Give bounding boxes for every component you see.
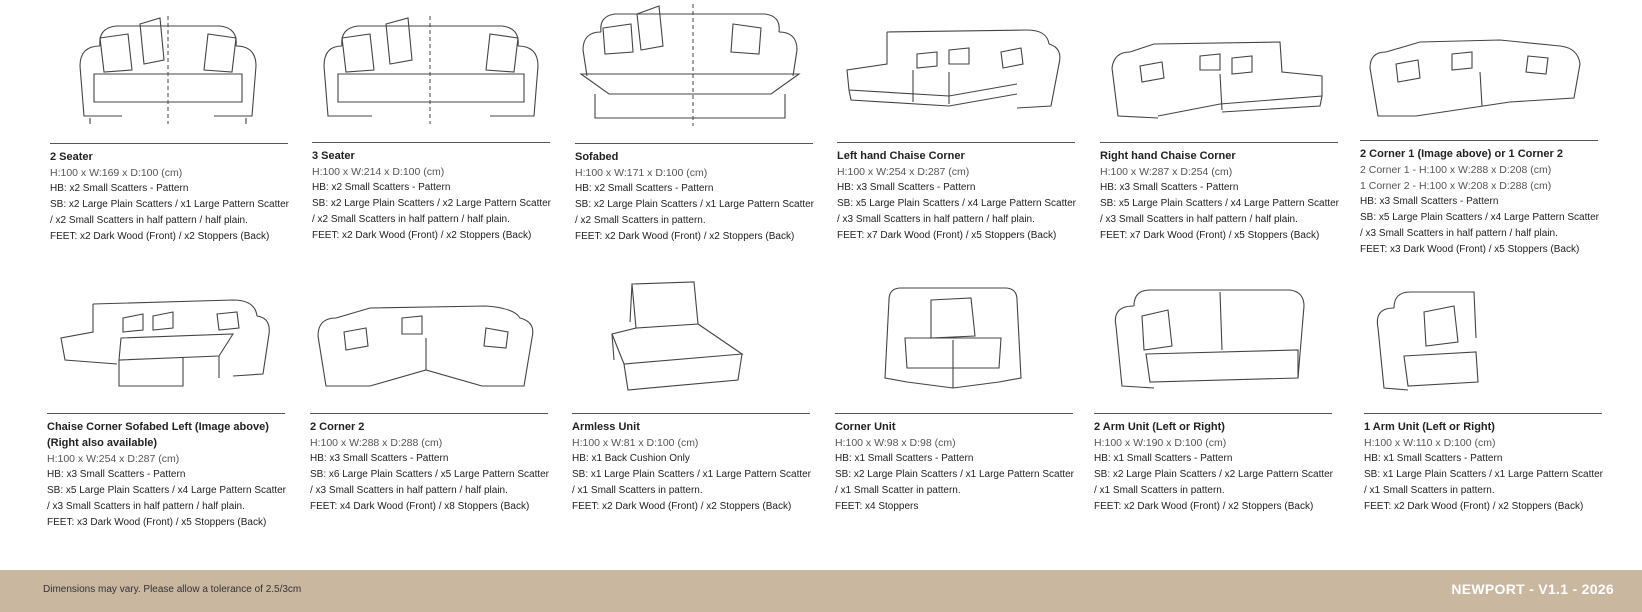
tolerance-note: Dimensions may vary. Please allow a tolerance of 2.5/3cm (43, 584, 302, 595)
sofa-3-seater-icon (312, 6, 550, 136)
left-chaise-corner-icon (837, 8, 1075, 138)
product-title: 2 Corner 2 (310, 421, 365, 433)
spec-line: SB: x6 Large Plain Scatters / x5 Large Pattern Scatter (310, 469, 550, 480)
product-dimensions: H:100 x W:110 x D:100 (cm) (1364, 437, 1496, 449)
spec-line: FEET: x2 Dark Wood (Front) / x2 Stoppers (Back) (572, 501, 792, 512)
spec-line: FEET: x2 Dark Wood (Front) / x2 Stoppers (Back) (1094, 501, 1314, 512)
spec-line: SB: x2 Large Plain Scatters / x2 Large Pattern Scatter (312, 198, 552, 209)
product-dimensions: H:100 x W:169 x D:100 (cm) (50, 167, 183, 179)
spec-line: / x1 Small Scatter in pattern. (835, 485, 961, 496)
spec-line: SB: x1 Large Plain Scatters / x1 Large Pattern Scatter (572, 469, 812, 480)
spec-line: HB: x1 Back Cushion Only (572, 453, 690, 464)
product-dimensions: H:100 x W:287 x D:254 (cm) (1100, 166, 1233, 178)
product-title: Chaise Corner Sofabed Left (Image above) (47, 421, 269, 433)
spec-line: FEET: x3 Dark Wood (Front) / x5 Stoppers (Back) (1360, 244, 1580, 255)
spec-line: HB: x3 Small Scatters - Pattern (1360, 196, 1499, 207)
footer-bar (0, 570, 1642, 612)
spec-line: HB: x3 Small Scatters - Pattern (1100, 182, 1239, 193)
spec-line: / x1 Small Scatters in pattern. (1094, 485, 1225, 496)
spec-line: / x3 Small Scatters in half pattern / half plain. (1100, 214, 1298, 225)
spec-line: FEET: x3 Dark Wood (Front) / x5 Stoppers (Back) (47, 517, 267, 528)
product-dimensions: H:100 x W:254 x D:287 (cm) (837, 166, 970, 178)
corner-2-icon (310, 278, 548, 408)
spec-line: FEET: x2 Dark Wood (Front) / x2 Stoppers (Back) (1364, 501, 1584, 512)
product-title: Right hand Chaise Corner (1100, 150, 1236, 162)
product-title: 3 Seater (312, 150, 355, 162)
spec-line: SB: x5 Large Plain Scatters / x4 Large Pattern Scatter (1100, 198, 1340, 209)
spec-line: FEET: x4 Stoppers (835, 501, 919, 512)
spec-line: SB: x5 Large Plain Scatters / x4 Large Pattern Scatter (837, 198, 1077, 209)
product-dimensions: H:100 x W:288 x D:288 (cm) (310, 437, 443, 449)
spec-line: SB: x2 Large Plain Scatters / x1 Large Pattern Scatter (50, 199, 290, 210)
1-arm-unit-icon (1364, 278, 1602, 408)
spec-line: / x3 Small Scatters in half pattern / half plain. (310, 485, 508, 496)
armless-unit-icon (572, 278, 810, 408)
spec-line: / x2 Small Scatters in half pattern / half plain. (312, 214, 510, 225)
spec-line: SB: x5 Large Plain Scatters / x4 Large Pattern Scatter (1360, 212, 1600, 223)
spec-line: FEET: x7 Dark Wood (Front) / x5 Stoppers (Back) (837, 230, 1057, 241)
product-dimensions: 1 Corner 2 - H:100 x W:208 x D:288 (cm) (1360, 180, 1552, 192)
spec-line: HB: x2 Small Scatters - Pattern (312, 182, 451, 193)
product-title: 1 Arm Unit (Left or Right) (1364, 421, 1495, 433)
chaise-sofabed-icon (47, 278, 285, 408)
product-dimensions: H:100 x W:81 x D:100 (cm) (572, 437, 699, 449)
product-dimensions: H:100 x W:190 x D:100 (cm) (1094, 437, 1227, 449)
corner-unit-icon (835, 278, 1073, 408)
spec-line: HB: x2 Small Scatters - Pattern (50, 183, 189, 194)
corner-sofa-icon (1360, 6, 1598, 136)
product-title: 2 Arm Unit (Left or Right) (1094, 421, 1225, 433)
product-dimensions: H:100 x W:98 x D:98 (cm) (835, 437, 956, 449)
spec-line: / x2 Small Scatters in half pattern / half plain. (50, 215, 248, 226)
product-dimensions: H:100 x W:214 x D:100 (cm) (312, 166, 445, 178)
right-chaise-corner-icon (1100, 12, 1338, 142)
product-title: Corner Unit (835, 421, 896, 433)
spec-line: / x3 Small Scatters in half pattern / half plain. (47, 501, 245, 512)
product-title: 2 Corner 1 (Image above) or 1 Corner 2 (1360, 148, 1563, 160)
spec-line: HB: x2 Small Scatters - Pattern (575, 183, 714, 194)
product-title: Left hand Chaise Corner (837, 150, 965, 162)
spec-line: SB: x1 Large Plain Scatters / x1 Large Pattern Scatter (1364, 469, 1604, 480)
product-title: Sofabed (575, 151, 619, 163)
spec-line: SB: x2 Large Plain Scatters / x1 Large Pattern Scatter (575, 199, 815, 210)
spec-line: SB: x2 Large Plain Scatters / x1 Large Pattern Scatter (835, 469, 1075, 480)
spec-line: FEET: x2 Dark Wood (Front) / x2 Stoppers (Back) (50, 231, 270, 242)
sofabed-icon (575, 2, 813, 132)
spec-line: SB: x2 Large Plain Scatters / x2 Large Pattern Scatter (1094, 469, 1334, 480)
product-dimensions: H:100 x W:254 x D:287 (cm) (47, 453, 180, 465)
spec-line: / x1 Small Scatters in pattern. (572, 485, 703, 496)
spec-line: FEET: x7 Dark Wood (Front) / x5 Stoppers (Back) (1100, 230, 1320, 241)
spec-line: FEET: x2 Dark Wood (Front) / x2 Stoppers (Back) (575, 231, 795, 242)
product-title: Armless Unit (572, 421, 640, 433)
product-title-note: (Right also available) (47, 437, 158, 449)
spec-line: SB: x5 Large Plain Scatters / x4 Large Pattern Scatter (47, 485, 287, 496)
spec-line: HB: x3 Small Scatters - Pattern (837, 182, 976, 193)
spec-line: HB: x3 Small Scatters - Pattern (310, 453, 449, 464)
product-title: 2 Seater (50, 151, 93, 163)
spec-line: / x3 Small Scatters in half pattern / half plain. (837, 214, 1035, 225)
sofa-2-seater-icon (50, 6, 288, 136)
spec-line: HB: x1 Small Scatters - Pattern (1094, 453, 1233, 464)
spec-line: / x1 Small Scatters in pattern. (1364, 485, 1495, 496)
spec-line: HB: x1 Small Scatters - Pattern (835, 453, 974, 464)
2-arm-unit-icon (1094, 278, 1332, 408)
spec-line: FEET: x4 Dark Wood (Front) / x8 Stoppers (Back) (310, 501, 530, 512)
spec-line: / x2 Small Scatters in pattern. (575, 215, 706, 226)
spec-line: HB: x3 Small Scatters - Pattern (47, 469, 186, 480)
spec-line: / x3 Small Scatters in half pattern / half plain. (1360, 228, 1558, 239)
version-label: NEWPORT - V1.1 - 2026 (1451, 581, 1614, 597)
product-dimensions: 2 Corner 1 - H:100 x W:288 x D:208 (cm) (1360, 164, 1552, 176)
spec-line: HB: x1 Small Scatters - Pattern (1364, 453, 1503, 464)
product-dimensions: H:100 x W:171 x D:100 (cm) (575, 167, 708, 179)
spec-line: FEET: x2 Dark Wood (Front) / x2 Stoppers (Back) (312, 230, 532, 241)
